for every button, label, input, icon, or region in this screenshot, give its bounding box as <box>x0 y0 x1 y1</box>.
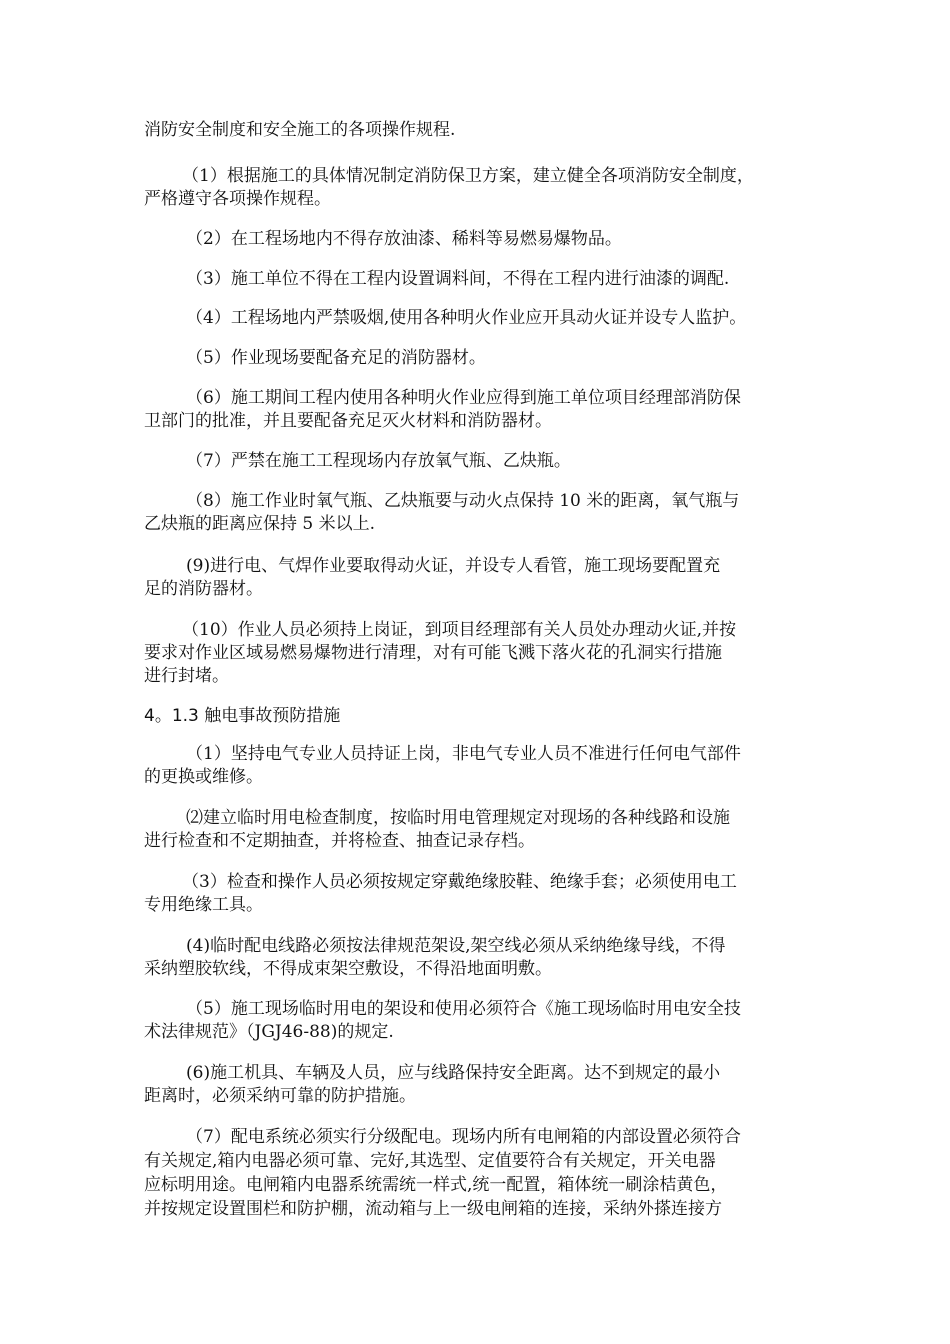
paragraph-line: 并按规定设置围栏和防护棚，流动箱与上一级电闸箱的连接，采纳外搽连接方 <box>144 1199 722 1219</box>
paragraph-line: 消防安全制度和安全施工的各项操作规程. <box>144 120 456 140</box>
paragraph-line: 卫部门的批准，并且要配备充足灭火材料和消防器材。 <box>144 411 552 431</box>
paragraph-line: （7）严禁在施工工程现场内存放氧气瓶、乙炔瓶。 <box>186 451 571 471</box>
paragraph-line: （8）施工作业时氧气瓶、乙炔瓶要与动火点保持 10 米的距离，氧气瓶与 <box>186 491 740 511</box>
paragraph-line: 专用绝缘工具。 <box>144 895 263 915</box>
paragraph-line: 应标明用途。电闸箱内电器系统需统一样式,统一配置，箱体统一刷涂桔黄色， <box>144 1175 728 1195</box>
section-heading-text: 4。1.3 触电事故预防措施 <box>144 706 341 726</box>
paragraph-line: （10）作业人员必须持上岗证，到项目经理部有关人员处办理动火证,并按 <box>182 620 737 640</box>
paragraph-line: （4）工程场地内严禁吸烟,使用各种明火作业应开具动火证并设专人监护。 <box>186 308 747 328</box>
paragraph-line: 有关规定,箱内电器必须可靠、完好,其选型、定值要符合有关规定，开关电器 <box>144 1151 716 1171</box>
paragraph-line: (4)临时配电线路必须按法律规范架设,架空线必须从采纳绝缘导线，不得 <box>186 936 726 956</box>
paragraph-line: 足的消防器材。 <box>144 579 263 599</box>
paragraph-line: （6）施工期间工程内使用各种明火作业应得到施工单位项目经理部消防保 <box>186 388 741 408</box>
paragraph-line: 采纳塑胶软线，不得成束架空敷设，不得沿地面明敷。 <box>144 959 552 979</box>
paragraph-line: 距离时，必须采纳可靠的防护措施。 <box>144 1086 416 1106</box>
paragraph-line: 要求对作业区域易燃易爆物进行清理，对有可能飞溅下落火花的孔洞实行措施 <box>144 643 722 663</box>
paragraph-line: （3）施工单位不得在工程内设置调料间，不得在工程内进行油漆的调配. <box>186 269 730 289</box>
paragraph-line: 进行检查和不定期抽查，并将检查、抽查记录存档。 <box>144 831 535 851</box>
paragraph-line: （1）根据施工的具体情况制定消防保卫方案，建立健全各项消防安全制度， <box>182 166 754 186</box>
paragraph-line: 严格遵守各项操作规程。 <box>144 189 331 209</box>
paragraph-line: （5）作业现场要配备充足的消防器材。 <box>186 348 486 368</box>
paragraph-line: 术法律规范》（JGJ46-88)的规定. <box>144 1022 394 1042</box>
paragraph-line: 乙炔瓶的距离应保持 5 米以上. <box>144 514 376 534</box>
paragraph-line: 进行封堵。 <box>144 666 229 686</box>
paragraph-line: (9)进行电、气焊作业要取得动火证，并设专人看管，施工现场要配置充 <box>186 556 721 576</box>
paragraph-line: （2）在工程场地内不得存放油漆、稀料等易燃易爆物品。 <box>186 229 622 249</box>
paragraph-line: 的更换或维修。 <box>144 767 263 787</box>
paragraph-line: （7）配电系统必须实行分级配电。现场内所有电闸箱的内部设置必须符合 <box>186 1127 741 1147</box>
paragraph-line: ⑵建立临时用电检查制度，按临时用电管理规定对现场的各种线路和设施 <box>186 808 730 828</box>
paragraph-line: （3）检查和操作人员必须按规定穿戴绝缘胶鞋、绝缘手套；必须使用电工 <box>182 872 737 892</box>
paragraph-line: （1）坚持电气专业人员持证上岗，非电气专业人员不准进行任何电气部件 <box>186 744 741 764</box>
paragraph-line: （5）施工现场临时用电的架设和使用必须符合《施工现场临时用电安全技 <box>186 999 741 1019</box>
paragraph-line: (6)施工机具、车辆及人员，应与线路保持安全距离。达不到规定的最小 <box>186 1063 721 1083</box>
